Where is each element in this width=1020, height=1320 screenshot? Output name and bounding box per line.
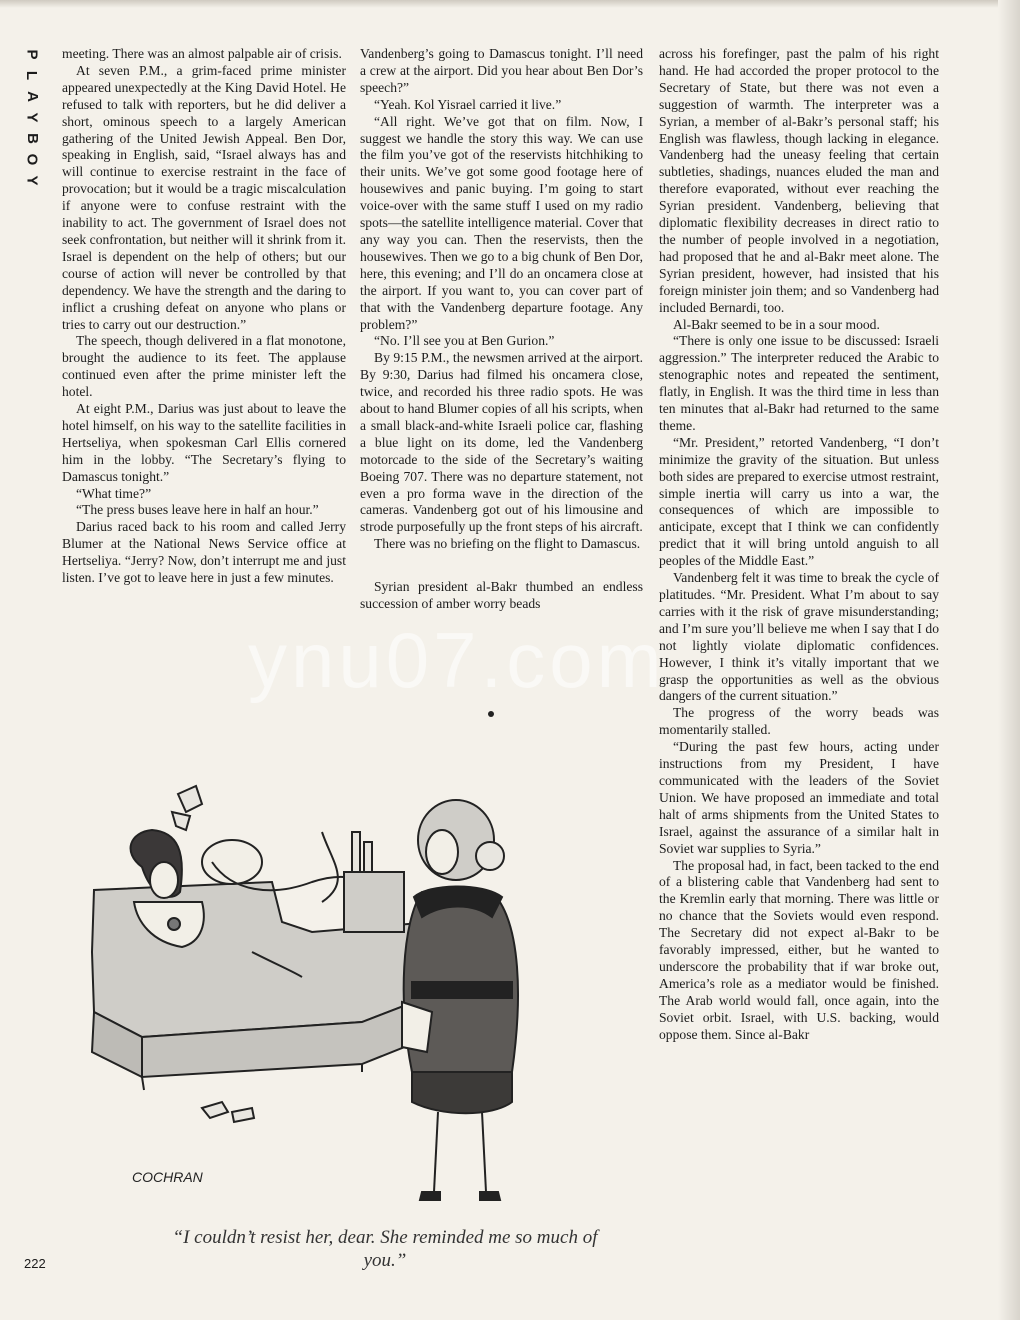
page-gutter-shadow [998,0,1020,1320]
article-paragraph: across his forefinger, past the palm of his right hand. He had accorded the proper protocol to the Secretary of State, but there was not even a suggestion of warmth. The interpreter was a Syrian, a member of al-Bakr’s personal staff; his English was flawless, though lacking in elegance. Vandenberg had the uneasy feeling that certain subtleties, shadings, nuances eluded the man and therefore evaporated, without ever reaching the Syrian president. Vandenberg, believing that diplomatic flexibility decreases in direct ratio to the number of people involved in a negotiation, had proposed that he and al-Bakr meet alone. The Syrian president, however, had insisted that his foreign minister join them; and so Vandenberg had included Bernardi, too. [659,46,939,315]
magazine-name-vertical [22,44,42,191]
wife-standing [402,800,518,1200]
article-paragraph: Vandenberg’s going to Damascus tonight. I’ll need a crew at the airport. Did you hear about Ben Dor’s speech?” [360,46,643,95]
article-paragraph: “There is only one issue to be discussed: Israeli aggression.” The interpreter reduced the Arabic to stenographic notes and repeated the sentiment, flatly, in English. It was the third time in less than ten minutes that al-Bakr had returned to the same theme. [659,333,939,433]
wall-lamp [172,786,202,830]
article-paragraph: There was no briefing on the flight to Damascus. [374,536,641,552]
magazine-letter: Y [23,112,41,123]
page-top-shadow [0,0,1020,8]
article-paragraph: Al-Bakr seemed to be in a sour mood. [673,316,880,332]
article-paragraph: “No. I’ll see you at Ben Gurion.” [374,333,555,349]
article-paragraph: “The press buses leave here in half an hour.” [76,502,319,518]
article-paragraph: “During the past few hours, acting under instructions from my President, I have communicated with the leaders of the Soviet Union. We have proposed an immediate and total halt of arms shipments from the United States to Israel, against the assurance of a similar halt in Soviet war supplies to Syria.” [659,739,939,856]
article-paragraph: “Mr. President,” retorted Vandenberg, “I don’t minimize the gravity of the situation. But unless both sides are prepared to exercise utmost restraint, simple inertia will carry us into a war, the consequences of which are impossible to anticipate, except that I think we can confidently predict that it will bring untold anguish to all peoples of the Middle East.” [659,434,939,569]
article-paragraph: Vandenberg felt it was time to break the cycle of platitudes. “Mr. President. What I’m about to say carries with it the risk of grave misunderstanding; and I’m sure you’ll believe me when I say that I do not lightly violate diplomatic confidences. However, I think it’s vitally important that we grasp the opportunities as well as the obvious dangers of the current situation.” [659,570,939,704]
magazine-letter: A [23,91,41,102]
article-paragraph: The proposal had, in fact, been tacked to the end of a blistering cable that Vandenberg had sent to the Kremlin early that morning. There was little or no chance that the Soviets would even respond. The Secretary did not expect al-Bakr to be favorably impressed, either, but he wanted to underscore the probability that if war broke out, America’s role as a mediator would be finished. The Arab world would fall, once again, into the Soviet orbit. Israel, with U.S. backing, would oppose them. Since al-Bakr [659,857,939,1042]
article-paragraph: “What time?” [76,485,152,501]
magazine-letter: P [23,49,41,60]
section-break [360,553,643,579]
article-paragraph: At seven P.M., a grim-faced prime minister appeared unexpectedly at the King David Hotel. He refused to talk with reporters, but he did deliver a short, ominous speech to a largely American gathering of the United Jewish Appeal. Ben Dor, speaking in English, said, “Israel always has and will continue to exercise restraint in the face of provocation; but it would be a tragic miscalculation if anyone were to confuse restraint with the inability to act. The government of Israel does not seek confrontation, but neither will it shrink from it. Israel is dependent on the help of others; but our course of action will never be controlled by that dependency. We have the strength and the daring to inflict a crushing defeat on anyone who plans or tries to carry out our destruction.” [62,62,346,332]
article-paragraph: By 9:15 P.M., the newsmen arrived at the airport. By 9:30, Darius had filmed his oncamera close, twice, and recorded his three radio spots. He was about to hand Blumer copies of all his scripts, when a small black-and-white Israeli police car, flashing a blue light on its dome, led the Vandenberg motorcade to the side of the Secretary’s waiting Boeing 707. There was no departure statement, not even a pro forma wave in the direction of the cameras. Vandenberg got out of his limousine and strode purposefully up the front steps of his aircraft. [360,350,643,535]
article-paragraph: Syrian president al-Bakr thumbed an endless succession of amber worry beads [360,579,643,612]
article-paragraph: The speech, though delivered in a flat monotone, brought the audience to its feet. The applause continued even after the prime minister left the hotel. [62,333,346,400]
magazine-letter: B [23,133,41,144]
magazine-letter: Y [23,175,41,186]
page-number: 222 [24,1256,46,1271]
section-break-dot [488,711,494,717]
article-column-2 [360,46,643,613]
article-column-3 [659,46,939,1043]
cartoon-illustration [82,772,642,1212]
cartoon-caption: “I couldn’t resist her, dear. She reminded me so much of you.” [172,1227,598,1271]
article-paragraph: Darius raced back to his room and called Jerry Blumer at the National News Service office at Hertseliya. “Jerry? Now, don’t interrupt me and just listen. I’ve got to leave here in just a few minutes. [62,519,346,586]
article-paragraph: “All right. We’ve got that on film. Now, I suggest we handle the story this way. We can use the film you’ve got of the reservists hitchhiking to their units. We’ve got some good footage here of housewives and panic buying. I’m going to start voice-over with the same stuff I used on my radio spots—the satellite intelligence material. Cover that any way you can. Then the reservists, then the housewives. Then we go to a big chunk of Ben Dor, here, this evening; and I’ll do an oncamera close at the airport. If you want to, you can cover part of that with the Vandenberg departure footage. Any problem?” [360,113,643,332]
watermark: ynu07.com [248,616,666,704]
article-paragraph: The progress of the worry beads was momentarily stalled. [659,705,939,738]
article-column-1 [62,46,346,587]
cartoon-signature: COCHRAN [132,1169,203,1185]
article-paragraph: “Yeah. Kol Yisrael carried it live.” [374,96,562,112]
magazine-letter: L [23,70,41,81]
article-paragraph: meeting. There was an almost palpable air of crisis. [62,46,342,61]
magazine-letter: O [23,153,41,166]
nightstand [344,832,404,932]
article-paragraph: At eight P.M., Darius was just about to leave the hotel himself, on his way to the satellite facilities in Hertseliya, when spokesman Carl Ellis cornered him in the lobby. “The Secretary’s flying to Damascus tonight.” [62,401,346,484]
clothes-on-floor [202,1102,254,1122]
